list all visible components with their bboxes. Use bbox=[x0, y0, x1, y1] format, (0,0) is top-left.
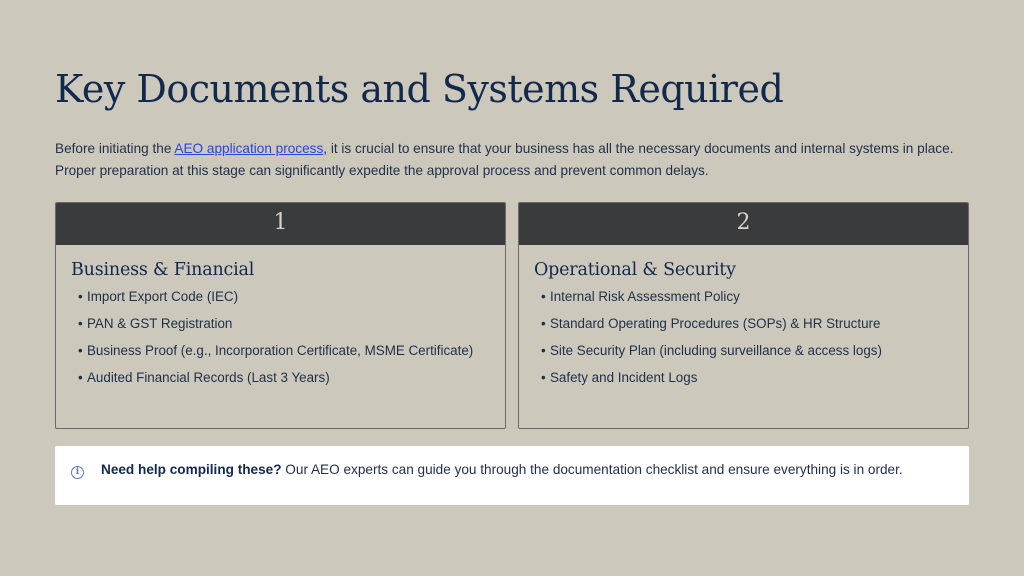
info-icon: i bbox=[71, 466, 84, 479]
card-list bbox=[519, 286, 968, 389]
list-item bbox=[541, 286, 938, 308]
bullet-icon: • bbox=[541, 343, 546, 358]
bullet-icon: • bbox=[78, 316, 83, 331]
list-item bbox=[541, 313, 938, 335]
bullet-icon: • bbox=[78, 370, 83, 385]
intro-text-after-link: , it is crucial to ensure that your business has all the necessary documents and internal systems in place. Proper preparation at this stage can significantly expedite the approval process and prevent common delays. bbox=[55, 141, 954, 178]
help-callout bbox=[55, 446, 969, 505]
intro-text-before-link: Before initiating the bbox=[55, 141, 175, 156]
bullet-icon: • bbox=[541, 289, 546, 304]
bullet-icon: • bbox=[541, 316, 546, 331]
list-item-text: Import Export Code (IEC) bbox=[87, 289, 239, 304]
list-item bbox=[78, 313, 475, 335]
callout-body-text: Our AEO experts can guide you through the documentation checklist and ensure everything is in order. bbox=[281, 462, 903, 477]
callout-text bbox=[101, 460, 961, 480]
aeo-application-process-link[interactable]: AEO application process bbox=[174, 141, 324, 156]
card-number-header: 1 bbox=[56, 203, 505, 245]
card-title: Operational & Security bbox=[534, 260, 736, 280]
list-item-text: Business Proof (e.g., Incorporation Certificate, MSME Certificate) bbox=[87, 343, 474, 358]
list-item bbox=[78, 286, 475, 308]
card-number-header: 2 bbox=[519, 203, 968, 245]
bullet-icon: • bbox=[541, 370, 546, 385]
card-operational-security bbox=[518, 202, 969, 429]
list-item-text: Standard Operating Procedures (SOPs) & HR Structure bbox=[550, 316, 881, 331]
list-item-text: Safety and Incident Logs bbox=[550, 370, 698, 385]
list-item-text: Internal Risk Assessment Policy bbox=[550, 289, 740, 304]
page-title: Key Documents and Systems Required bbox=[55, 67, 784, 111]
intro-paragraph bbox=[55, 138, 970, 182]
bullet-icon: • bbox=[78, 289, 83, 304]
card-title: Business & Financial bbox=[71, 260, 255, 280]
card-list bbox=[56, 286, 505, 389]
card-business-financial bbox=[55, 202, 506, 429]
list-item-text: PAN & GST Registration bbox=[87, 316, 233, 331]
bullet-icon: • bbox=[78, 343, 83, 358]
list-item bbox=[78, 340, 475, 362]
list-item-text: Site Security Plan (including surveillance & access logs) bbox=[550, 343, 882, 358]
list-item bbox=[78, 367, 475, 389]
list-item bbox=[541, 340, 938, 362]
list-item bbox=[541, 367, 938, 389]
list-item-text: Audited Financial Records (Last 3 Years) bbox=[87, 370, 330, 385]
callout-strong-text: Need help compiling these? bbox=[101, 462, 282, 477]
